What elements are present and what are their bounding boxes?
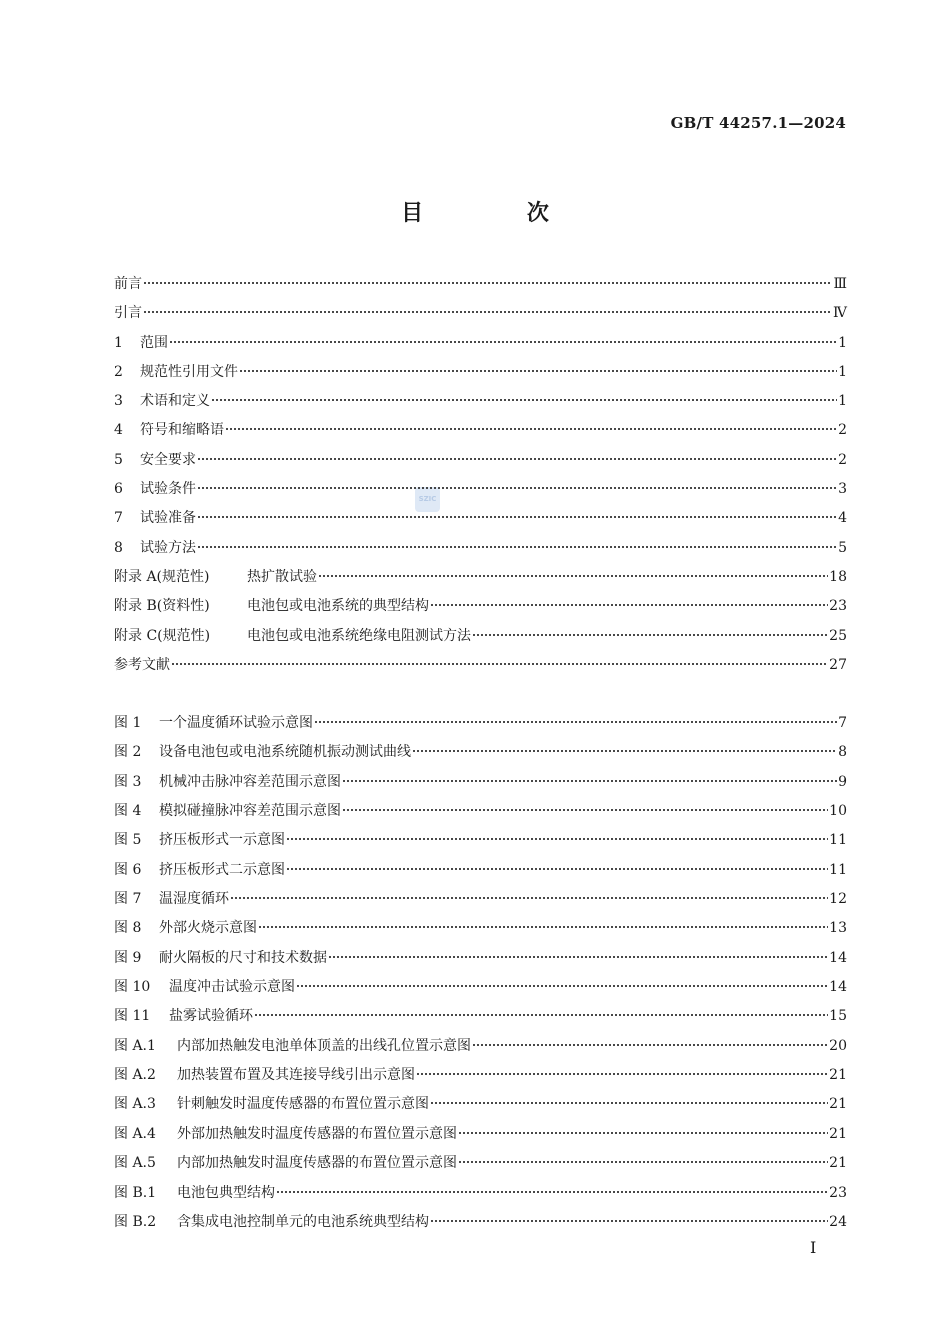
toc-entry-page: 18 (829, 568, 847, 585)
figure-entry-a3[interactable] (114, 1090, 847, 1119)
toc-leader-dots (286, 868, 828, 870)
toc-entry-title: 安全要求 (140, 451, 196, 468)
figure-entry-11[interactable] (114, 1002, 847, 1031)
toc-entry-introduction[interactable] (114, 299, 847, 328)
toc-entry-number: 6 (114, 481, 123, 498)
toc-entry-number: 4 (114, 422, 123, 439)
figure-entry-2[interactable] (114, 738, 847, 767)
toc-leader-dots (169, 341, 837, 343)
figure-entry-title: 耐火隔板的尺寸和技术数据 (159, 949, 327, 966)
toc-entry-chapter-8[interactable] (114, 534, 847, 563)
toc-entry-chapter-7[interactable] (114, 504, 847, 533)
toc-entry-chapter-4[interactable] (114, 416, 847, 445)
figure-entry-page: 14 (829, 979, 847, 996)
toc-leader-dots (430, 1102, 828, 1104)
figure-entry-page: 10 (829, 803, 847, 820)
figure-entry-1[interactable] (114, 709, 847, 738)
figure-entry-title: 内部加热触发电池单体顶盖的出线孔位置示意图 (177, 1037, 471, 1054)
figure-entry-4[interactable] (114, 797, 847, 826)
toc-entry-number: 附录 A(规范性) (114, 568, 210, 585)
page-title: 目 次 (401, 201, 597, 226)
figure-entry-title: 含集成电池控制单元的电池系统典型结构 (177, 1213, 429, 1230)
toc-entry-page: 3 (838, 481, 847, 498)
toc-leader-dots (430, 604, 828, 606)
toc-entry-page: Ⅲ (833, 276, 847, 292)
figure-entry-page: 11 (829, 832, 847, 849)
figure-entry-page: 23 (829, 1184, 847, 1201)
toc-leader-dots (143, 311, 832, 313)
figure-entry-title: 外部火烧示意图 (159, 920, 257, 937)
figure-entry-title: 盐雾试验循环 (169, 1008, 253, 1025)
figure-entry-title: 外部加热触发时温度传感器的布置位置示意图 (177, 1125, 457, 1142)
figure-entry-title: 温度冲击试验示意图 (169, 979, 295, 996)
toc-entry-title: 符号和缩略语 (140, 422, 224, 439)
toc-entry-title: 热扩散试验 (247, 568, 317, 585)
toc-leader-dots (197, 546, 837, 548)
toc-entry-chapter-6[interactable] (114, 475, 847, 504)
figure-entry-a2[interactable] (114, 1061, 847, 1090)
toc-entry-page: 1 (838, 363, 847, 380)
toc-entry-number: 1 (114, 334, 123, 351)
page-number: I (810, 1238, 817, 1257)
toc-entry-number: 5 (114, 451, 123, 468)
toc-entry-number: 附录 B(资料性) (114, 598, 210, 615)
watermark-logo: SZIC (415, 487, 440, 512)
figure-entry-number: 图 3 (114, 773, 142, 790)
toc-entry-page: 27 (829, 656, 847, 673)
toc-leader-dots (296, 985, 828, 987)
toc-leader-dots (171, 663, 828, 665)
toc-leader-dots (230, 897, 828, 899)
toc-entry-annex-c[interactable] (114, 622, 847, 651)
toc-entry-title: 范围 (140, 334, 168, 351)
toc-entry-title: 电池包或电池系统的典型结构 (247, 598, 429, 615)
figure-entry-page: 21 (829, 1096, 847, 1113)
toc-entry-number: 7 (114, 510, 123, 527)
toc-leader-dots (197, 487, 837, 489)
figure-entry-page: 21 (829, 1155, 847, 1172)
figure-entry-number: 图 A.2 (114, 1067, 156, 1084)
figure-entry-number: 图 10 (114, 979, 151, 996)
figure-entry-5[interactable] (114, 826, 847, 855)
figure-entry-title: 设备电池包或电池系统随机振动测试曲线 (159, 744, 411, 761)
standard-number: GB/T 44257.1—2024 (670, 114, 846, 132)
toc-entry-number: 8 (114, 539, 123, 556)
figure-entry-number: 图 5 (114, 832, 142, 849)
figure-entry-page: 9 (838, 773, 847, 790)
figure-entry-title: 模拟碰撞脉冲容差范围示意图 (159, 803, 341, 820)
figure-entry-page: 20 (829, 1037, 847, 1054)
figure-entry-title: 内部加热触发时温度传感器的布置位置示意图 (177, 1155, 457, 1172)
toc-entry-title: 电池包或电池系统绝缘电阻测试方法 (247, 627, 471, 644)
toc-leader-dots (472, 634, 828, 636)
figure-entry-page: 14 (829, 949, 847, 966)
toc-leader-dots (239, 370, 837, 372)
toc-entry-page: 1 (838, 393, 847, 410)
toc-entry-foreword[interactable] (114, 270, 847, 299)
figure-entry-a1[interactable] (114, 1032, 847, 1061)
figure-entry-page: 13 (829, 920, 847, 937)
toc-leader-dots (472, 1044, 828, 1046)
toc-entry-bibliography[interactable] (114, 651, 847, 680)
figure-entry-title: 电池包典型结构 (177, 1184, 275, 1201)
figure-entry-title: 挤压板形式一示意图 (159, 832, 285, 849)
toc-list (114, 270, 847, 680)
toc-entry-page: Ⅳ (833, 305, 847, 322)
toc-leader-dots (342, 780, 837, 782)
toc-leader-dots (430, 1220, 828, 1222)
figure-entry-title: 加热装置布置及其连接导线引出示意图 (177, 1067, 415, 1084)
toc-entry-page: 4 (838, 510, 847, 527)
figure-entry-number: 图 6 (114, 861, 142, 878)
toc-entry-chapter-3[interactable] (114, 387, 847, 416)
figure-list (114, 709, 847, 1237)
figure-entry-number: 图 B.2 (114, 1213, 157, 1230)
toc-entry-page: 25 (829, 627, 847, 644)
toc-entry-chapter-1[interactable] (114, 329, 847, 358)
toc-entry-number: 附录 C(规范性) (114, 627, 211, 644)
figure-entry-page: 8 (838, 744, 847, 761)
toc-leader-dots (458, 1132, 828, 1134)
toc-entry-title: 参考文献 (114, 656, 170, 673)
figure-entry-number: 图 7 (114, 891, 142, 908)
toc-entry-number: 2 (114, 363, 123, 380)
toc-entry-number: 3 (114, 393, 123, 410)
figure-entry-b2[interactable] (114, 1208, 847, 1237)
figure-entry-number: 图 A.5 (114, 1155, 156, 1172)
figure-entry-6[interactable] (114, 856, 847, 885)
toc-leader-dots (143, 282, 832, 284)
figure-entry-number: 图 11 (114, 1008, 151, 1025)
figure-entry-title: 针刺触发时温度传感器的布置位置示意图 (177, 1096, 429, 1113)
toc-leader-dots (318, 575, 828, 577)
figure-entry-page: 21 (829, 1067, 847, 1084)
figure-entry-title: 挤压板形式二示意图 (159, 861, 285, 878)
figure-entry-number: 图 2 (114, 744, 142, 761)
toc-leader-dots (254, 1014, 828, 1016)
figure-entry-title: 温湿度循环 (159, 891, 229, 908)
toc-leader-dots (197, 458, 837, 460)
figure-entry-number: 图 A.1 (114, 1037, 156, 1054)
figure-entry-8[interactable] (114, 914, 847, 943)
toc-leader-dots (416, 1073, 828, 1075)
toc-entry-chapter-2[interactable] (114, 358, 847, 387)
toc-entry-chapter-5[interactable] (114, 446, 847, 475)
toc-entry-title: 试验方法 (140, 539, 196, 556)
toc-leader-dots (286, 838, 828, 840)
toc-leader-dots (342, 809, 828, 811)
figure-entry-number: 图 4 (114, 803, 142, 820)
toc-entry-page: 2 (838, 451, 847, 468)
figure-entry-number: 图 1 (114, 715, 142, 731)
toc-leader-dots (412, 750, 837, 752)
figure-entry-page: 15 (829, 1008, 847, 1025)
figure-entry-page: 24 (829, 1213, 847, 1230)
toc-entry-page: 1 (838, 334, 847, 351)
figure-entry-page: 7 (838, 715, 847, 731)
toc-entry-title: 试验准备 (140, 510, 196, 527)
figure-entry-10[interactable] (114, 973, 847, 1002)
toc-entry-annex-a[interactable] (114, 563, 847, 592)
toc-entry-title: 引言 (114, 305, 142, 322)
toc-leader-dots (276, 1191, 828, 1193)
figure-entry-number: 图 B.1 (114, 1184, 157, 1201)
figure-entry-3[interactable] (114, 768, 847, 797)
toc-entry-title: 规范性引用文件 (140, 363, 238, 380)
figure-entry-number: 图 9 (114, 949, 142, 966)
toc-leader-dots (328, 956, 828, 958)
figure-entry-page: 11 (829, 861, 847, 878)
toc-entry-page: 5 (838, 539, 847, 556)
toc-entry-title: 前言 (114, 276, 142, 292)
figure-entry-b1[interactable] (114, 1179, 847, 1208)
toc-entry-title: 试验条件 (140, 481, 196, 498)
figure-entry-9[interactable] (114, 944, 847, 973)
figure-entry-7[interactable] (114, 885, 847, 914)
figure-entry-number: 图 A.4 (114, 1125, 156, 1142)
toc-leader-dots (258, 926, 828, 928)
figure-entry-a4[interactable] (114, 1120, 847, 1149)
figure-entry-page: 21 (829, 1125, 847, 1142)
toc-leader-dots (225, 428, 837, 430)
toc-entry-page: 23 (829, 598, 847, 615)
figure-entry-a5[interactable] (114, 1149, 847, 1178)
figure-entry-number: 图 A.3 (114, 1096, 156, 1113)
figure-entry-page: 12 (829, 891, 847, 908)
toc-leader-dots (458, 1161, 828, 1163)
toc-leader-dots (197, 516, 837, 518)
toc-leader-dots (211, 399, 837, 401)
figure-entry-number: 图 8 (114, 920, 142, 937)
figure-entry-title: 一个温度循环试验示意图 (159, 715, 313, 731)
figure-entry-title: 机械冲击脉冲容差范围示意图 (159, 773, 341, 790)
toc-entry-annex-b[interactable] (114, 592, 847, 621)
toc-entry-title: 术语和定义 (140, 393, 210, 410)
toc-leader-dots (314, 721, 837, 723)
toc-entry-page: 2 (838, 422, 847, 439)
